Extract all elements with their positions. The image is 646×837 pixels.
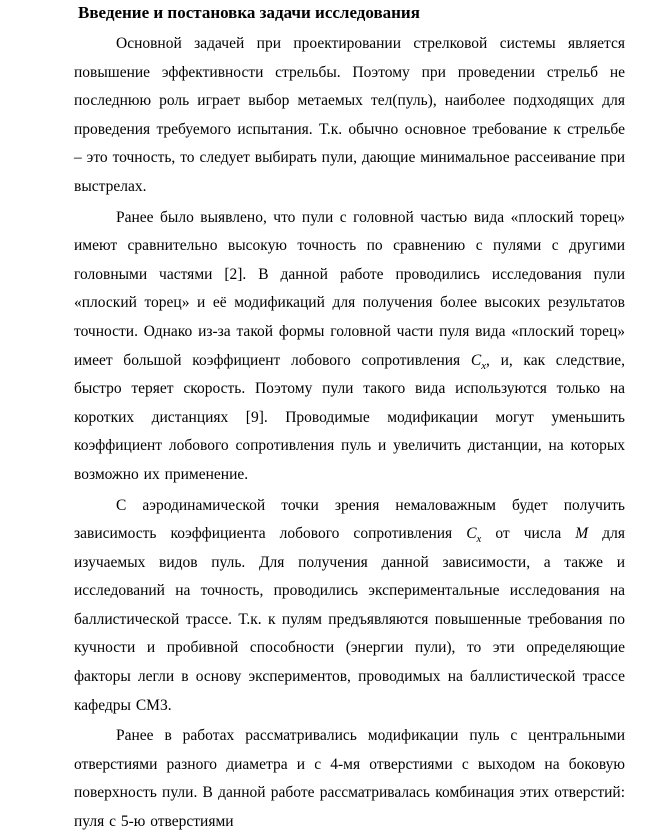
- document-body: [74, 30, 625, 837]
- text-run: Основной задачей при проектировании стрелковой системы является повышение эффективности стрельбы. Поэтому при проведении стрельб не последнюю роль играет выбор метаемых тел(пуль), наиболее подходящих для проведения требуемого испытания. Т.к. обычно основное требование к стрельбе – это точность, то следует выбирать пули, дающие минимальное рассеивание при выстрелах.: [74, 35, 625, 195]
- formula-run: C: [470, 351, 482, 369]
- formula-run: C: [466, 525, 477, 543]
- text-run: Ранее было выявлено, что пули с головной частью вида «плоский торец» имеют сравнительно высокую точность по сравнению с пулями с другими головными частями [2]. В данной работе проводились исследования пули «плоский торец» и её модификаций для получения более высоких результатов точности. Однако из-за такой формы головной части пуля вида «плоский торец» имеет большой коэффициент лобового сопротивления: [74, 208, 625, 369]
- text-run: от числа: [481, 525, 576, 543]
- paragraph: [74, 492, 625, 721]
- text-run: , и, как следствие, быстро теряет скорость. Поэтому пули такого вида используются только на коротких дистанциях [9]. Проводимые модификации могут уменьшить коэффициент лобового сопротивления пуль и увеличить дистанции, на которых возможно их применение.: [74, 351, 626, 483]
- formula-run: x: [481, 359, 487, 372]
- formula-run: x: [476, 533, 482, 546]
- text-run: С аэродинамической точки зрения немаловажным будет получить зависимость коэффициента лобового сопротивления: [74, 496, 625, 543]
- text-run: для изучаемых видов пуль. Для получения данной зависимости, а также и исследований на точность, проводились экспериментальные исследования на баллистической трассе. Т.к. к пулям предъявляются повышенные требования по кучности и пробивной способности (энергии пули), то эти определяющие факторы легли в основу экспериментов, проводимых на баллистической трассе кафедры СМ3.: [74, 525, 625, 714]
- paragraph: [74, 204, 625, 490]
- section-heading: Введение и постановка задачи исследования: [78, 3, 420, 22]
- paragraph: [74, 30, 625, 202]
- text-run: Ранее в работах рассматривались модификации пуль с центральными отверстиями разного диаметра и с 4-мя отверстиями с выходом на боковую поверхность пули. В данной работе рассматривалась комбинация этих отверстий: пуля с 5-ю отверстиями: [74, 727, 625, 831]
- formula-run: M: [575, 525, 589, 543]
- paragraph: [74, 722, 625, 836]
